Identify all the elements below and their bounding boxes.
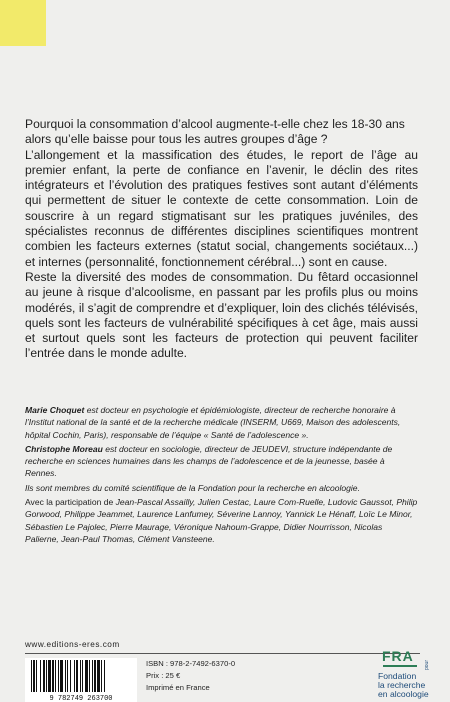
author-bio: est docteur en sociologie, directeur de JEUDEVI, structure indépendante de recherche en sciences humaines dans les champs de l’adolescence et de la jeunesse, basée à Rennes. — [25, 443, 393, 479]
blurb-paragraph-context: L’allongement et la massification des études, le report de l’âge au premier enfant, la perte de confiance en l’avenir, le déclin des rites intégrateurs et l’évolution des pratiques festives sont autant d’éléments qui permettent de situer le contexte de cette consommation. Loin de souscrire à un regard stigmatisant sur les pratiques juvéniles, des spécialistes reconnus de différentes disciplines scientifiques montrent combien les facteurs externes (statut social, changements sociétaux...) et internes (personnalité, fonctionnement cérébral...) sont en cause. — [25, 147, 418, 269]
isbn: ISBN : 978-2-7492-6370-0 — [146, 659, 236, 668]
logo-line-3: en alcoologie — [378, 689, 429, 699]
logo-acronym: FRA — [382, 648, 414, 664]
fra-logo — [372, 648, 434, 702]
isbn-price-block — [146, 658, 235, 693]
author-bios — [25, 404, 418, 547]
author-choquet — [25, 404, 418, 441]
logo-line-1: Fondation — [378, 671, 417, 681]
author-name: Christophe Moreau — [25, 443, 103, 454]
printed-in: Imprimé en France — [146, 682, 210, 692]
participant-names: Jean-Pascal Assailly, Julien Cestac, Laure Com-Ruelle, Ludovic Gaussot, Philip Gorwood, Philippe Jeammet, Laurence Lanfumey, Séverine Lannoy, Yannick Le Hénaff, Loïc Le Minor, Sébastien Le Pajolec, Pierre Maurage, Véronique Nahoum-Grappe, Didier Nourrisson, Nicolas Palierne, Jean-Paul Thomas, Clément Vansteene. — [25, 497, 418, 544]
participation-list — [25, 496, 418, 545]
participation-intro: Avec la participation de — [25, 497, 116, 508]
logo-bar — [383, 665, 417, 667]
author-name: Marie Choquet — [25, 405, 85, 415]
back-cover-blurb — [25, 117, 418, 362]
blurb-question: Pourquoi la consommation d’alcool augmente-t-elle chez les 18-30 ans alors qu’elle baisse pour tous les autres groupes d’âge ? — [25, 117, 405, 147]
author-bio: est docteur en psychologie et épidémiologiste, directeur de recherche honoraire à l’Institut national de la santé et de la recherche médicale (INSERM, U669, Maison des adolescents, hôpital Cochin, Paris), responsable de l’équipe « Santé de l’adolescence ». — [25, 405, 401, 440]
barcode-icon — [25, 658, 137, 702]
logo-side-word: pour — [424, 659, 430, 670]
yellow-corner-accent — [0, 0, 46, 46]
price: Prix : 25 € — [146, 670, 181, 680]
blurb-paragraph-diversity: Reste la diversité des modes de consommation. Du fêtard occasionnel au jeune à risque d’alcoolisme, en passant par les profils plus ou moins modérés, il s’agit de comprendre et d’expliquer, loin des clichés télévisés, quels sont les facteurs de vulnérabilité spécifiques à cet âge, mais aussi et surtout quels sont les facteurs de protection qui peuvent faciliter l’entrée dans le monde adulte. — [25, 269, 418, 361]
publisher-website: www.editions-eres.com — [25, 640, 120, 649]
barcode-number: 9 782749 263700 — [49, 695, 113, 702]
committee-note: Ils sont membres du comité scientifique de la Fondation pour la recherche en alcoologie. — [25, 482, 360, 493]
logo-line-2: la recherche — [378, 680, 426, 690]
author-moreau — [25, 443, 418, 480]
divider — [25, 653, 420, 654]
